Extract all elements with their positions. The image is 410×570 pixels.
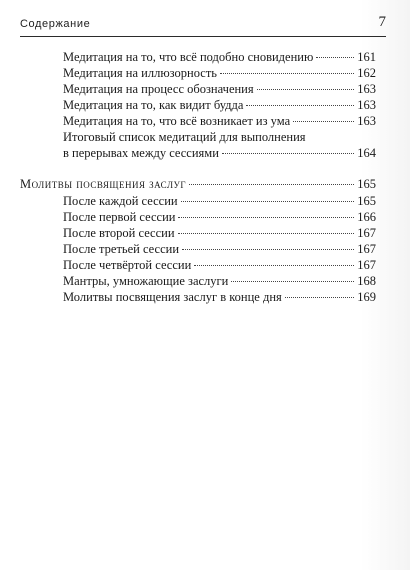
toc-entry-page: 163 (357, 114, 376, 128)
toc-chapter-page: 165 (357, 177, 376, 191)
dot-leader (178, 217, 354, 218)
toc-entry-page: 167 (357, 258, 376, 272)
toc-entry-title: Медитация на то, что всё возникает из ума (63, 114, 291, 128)
toc-entry-title-line1: Итоговый список медитаций для выполнения (63, 130, 306, 144)
toc-entry-page: 163 (357, 82, 376, 96)
dot-leader (257, 89, 355, 90)
toc-entry-page: 167 (357, 242, 376, 256)
dot-leader (285, 297, 354, 298)
dot-leader (194, 265, 354, 266)
dot-leader (231, 281, 354, 282)
toc-entry-page: 163 (357, 98, 376, 112)
toc-entry (63, 258, 376, 272)
toc-entry-title: После каждой сессии (63, 194, 178, 208)
toc-entry-title: Медитация на то, что всё подобно сновидению (63, 50, 314, 64)
toc-entry (63, 226, 376, 240)
toc-chapter (20, 177, 376, 191)
toc-entry (63, 66, 376, 80)
dot-leader (246, 105, 354, 106)
toc-entry-page: 167 (357, 226, 376, 240)
page-header (20, 14, 386, 37)
toc-entry-page: 162 (357, 66, 376, 80)
toc-entry-page: 164 (357, 146, 376, 160)
toc-entry (63, 194, 376, 208)
toc-entry-page: 169 (357, 290, 376, 304)
page-number: 7 (378, 14, 386, 30)
dot-leader (222, 153, 354, 154)
running-head: Содержание (20, 18, 91, 30)
toc-entry (63, 210, 376, 224)
toc-entry-title: Медитация на иллюзорность (63, 66, 217, 80)
dot-leader (316, 57, 354, 58)
toc-entry-title: После четвёртой сессии (63, 258, 192, 272)
toc-entry (63, 274, 376, 288)
toc-entry (63, 82, 376, 96)
toc-entry (63, 146, 376, 160)
dot-leader (220, 73, 354, 74)
toc-chapter-title: Молитвы посвящения заслуг (20, 177, 187, 191)
toc-entry-title: После первой сессии (63, 210, 176, 224)
toc-entry (63, 98, 376, 112)
toc-entry-page: 166 (357, 210, 376, 224)
dot-leader (178, 233, 355, 234)
toc-entry-title-line2: в перерывах между сессиями (63, 146, 219, 160)
toc-entry-title: После третьей сессии (63, 242, 180, 256)
toc-entry-title: После второй сессии (63, 226, 175, 240)
dot-leader (181, 201, 355, 202)
toc-entry-title: Мантры, умножающие заслуги (63, 274, 229, 288)
toc-entry (63, 242, 376, 256)
dot-leader (293, 121, 354, 122)
dot-leader (182, 249, 354, 250)
toc-entry-title: Медитация на процесс обозначения (63, 82, 254, 96)
toc-entry (63, 290, 376, 304)
dot-leader (189, 184, 354, 185)
toc-entry (63, 114, 376, 128)
toc-entry (63, 50, 376, 64)
toc-entry-page: 165 (357, 194, 376, 208)
toc-entry-title: Молитвы посвящения заслуг в конце дня (63, 290, 282, 304)
toc-entry-page: 161 (357, 50, 376, 64)
toc-entry-title: Медитация на то, как видит будда (63, 98, 244, 112)
toc-entry-page: 168 (357, 274, 376, 288)
